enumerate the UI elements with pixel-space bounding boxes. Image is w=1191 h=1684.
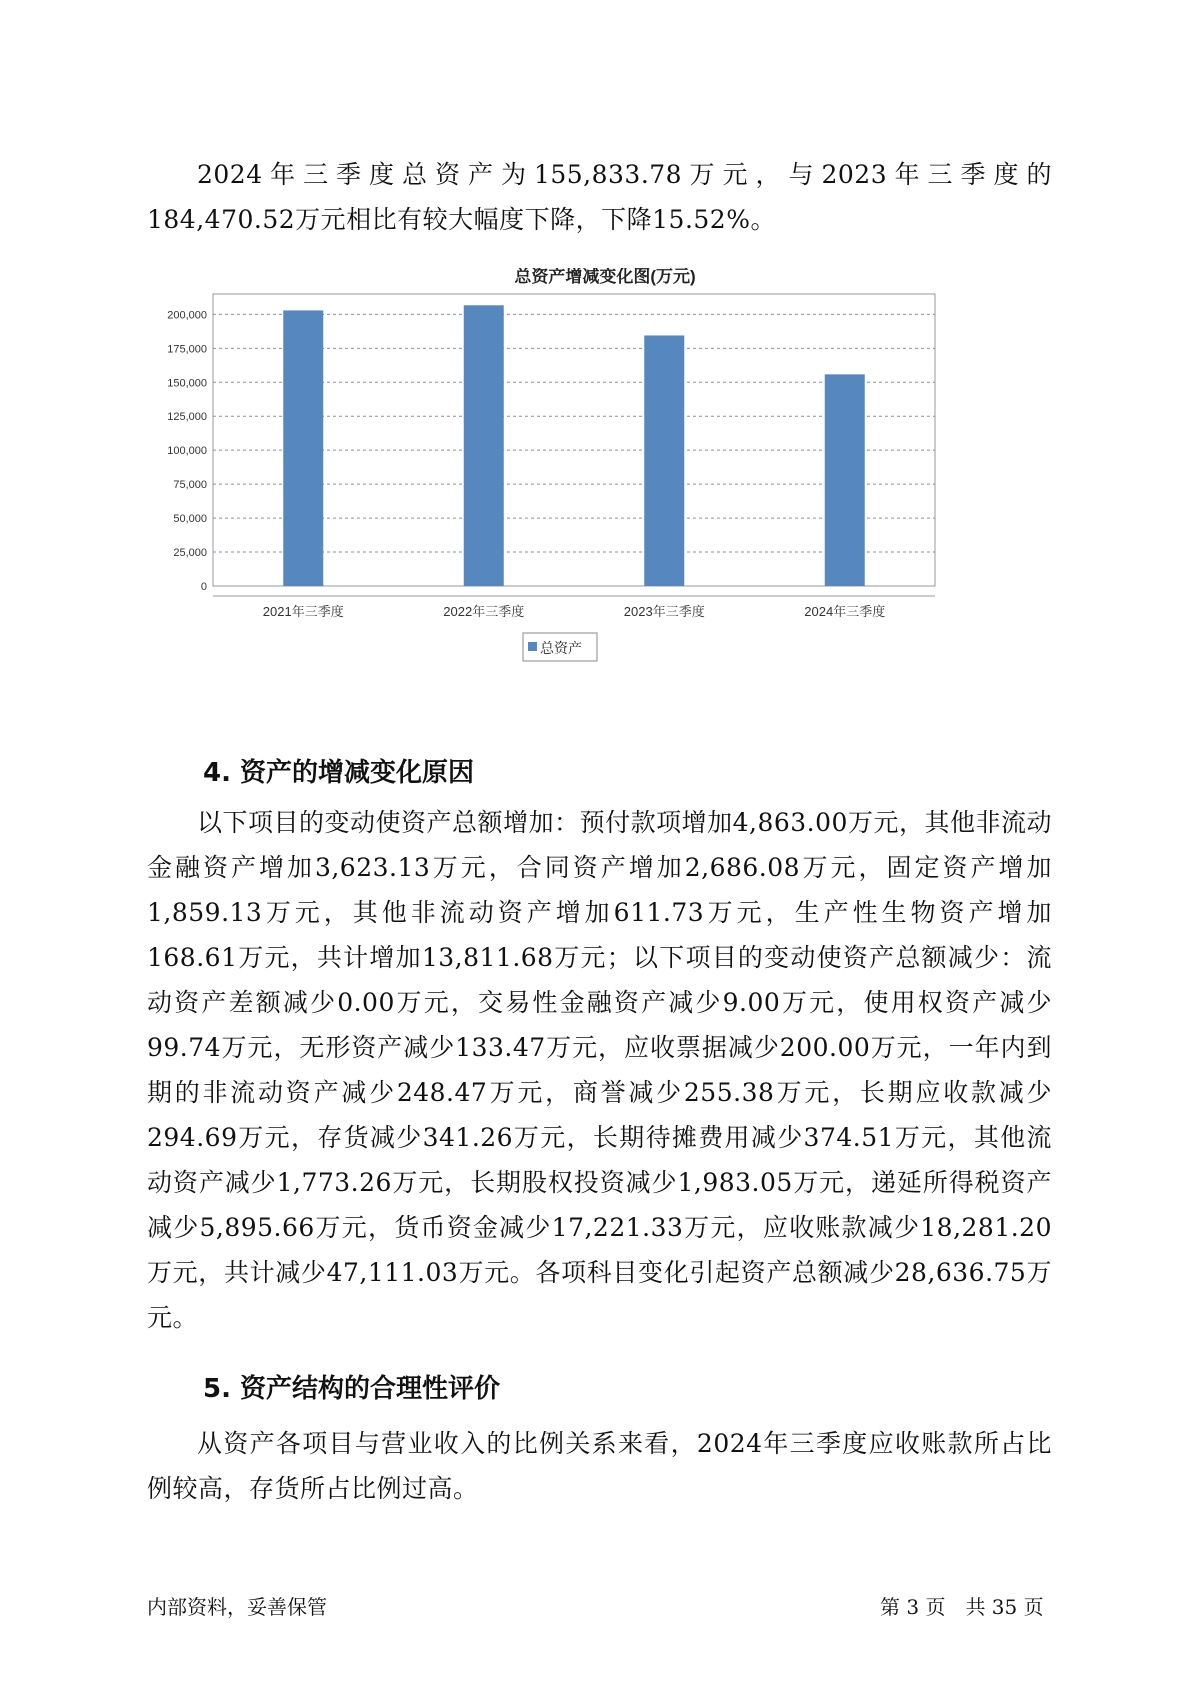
y-tick-label: 150,000 (167, 377, 207, 390)
y-tick-label: 25,000 (173, 547, 207, 560)
x-tick-label: 2023年三季度 (623, 604, 705, 619)
footer-confidential-note: 内部资料，妥善保管 (147, 1595, 327, 1619)
total-assets-bar-chart (150, 268, 1050, 688)
x-tick-label: 2021年三季度 (262, 604, 344, 619)
paragraph-asset-change-reasons: 以下项目的变动使资产总额增加：预付款项增加4,863.00万元，其他非流动金融资产增加3,623.13万元，合同资产增加2,686.08万元，固定资产增加1,859.13万元，其他非流动资产增加611.73万元，生产性生物资产增加168.61万元，共计增加13,811.68万元；以下项目的变动使资产总额减少：流动资产差额减少0.00万元，交易性金融资产减少9.00万元，使用权资产减少99.74万元，无形资产减少133.47万元，应收票据减少200.00万元，一年内到期的非流动资产减少248.47万元，商誉减少255.38万元，长期应收款减少294.69万元，存货减少341.26万元，长期待摊费用减少374.51万元，其他流动资产减少1,773.26万元，长期股权投资减少1,983.05万元，递延所得税资产减少5,895.66万元，货币资金减少17,221.33万元，应收账款减少18,281.20万元，共计减少47,111.03万元。各项科目变化引起资产总额减少28,636.75万元。 (147, 808, 1052, 1332)
bar (464, 305, 504, 586)
chart-title: 总资产增减变化图(万元) (514, 268, 696, 286)
paragraph-asset-structure: 从资产各项目与营业收入的比例关系来看，2024年三季度应收账款所占比例较高，存货所占比例过高。 (147, 1429, 1052, 1503)
y-tick-label: 175,000 (167, 343, 207, 356)
section-heading-5: 5. 资产结构的合理性评价 (203, 1374, 501, 1404)
x-tick-label: 2024年三季度 (804, 604, 886, 619)
footer-page-number: 第 3 页 共 35 页 (880, 1595, 1044, 1619)
x-tick-label: 2022年三季度 (443, 604, 525, 619)
bar (283, 310, 323, 586)
bar (825, 374, 865, 586)
plot-area (167, 294, 935, 619)
y-tick-label: 75,000 (173, 479, 207, 492)
chart-legend (523, 633, 597, 661)
y-tick-label: 200,000 (167, 309, 207, 322)
y-tick-label: 100,000 (167, 445, 207, 458)
legend-swatch (528, 642, 537, 651)
y-tick-label: 0 (200, 581, 207, 593)
bar (644, 335, 684, 586)
y-tick-label: 50,000 (173, 513, 207, 526)
legend-label: 总资产 (540, 640, 582, 656)
paragraph-total-assets-summary: 2024年三季度总资产为155,833.78万元，与2023年三季度的184,470.52万元相比有较大幅度下降，下降15.52%。 (147, 160, 1052, 234)
y-tick-label: 125,000 (167, 411, 207, 424)
section-heading-4: 4. 资产的增减变化原因 (203, 758, 475, 788)
